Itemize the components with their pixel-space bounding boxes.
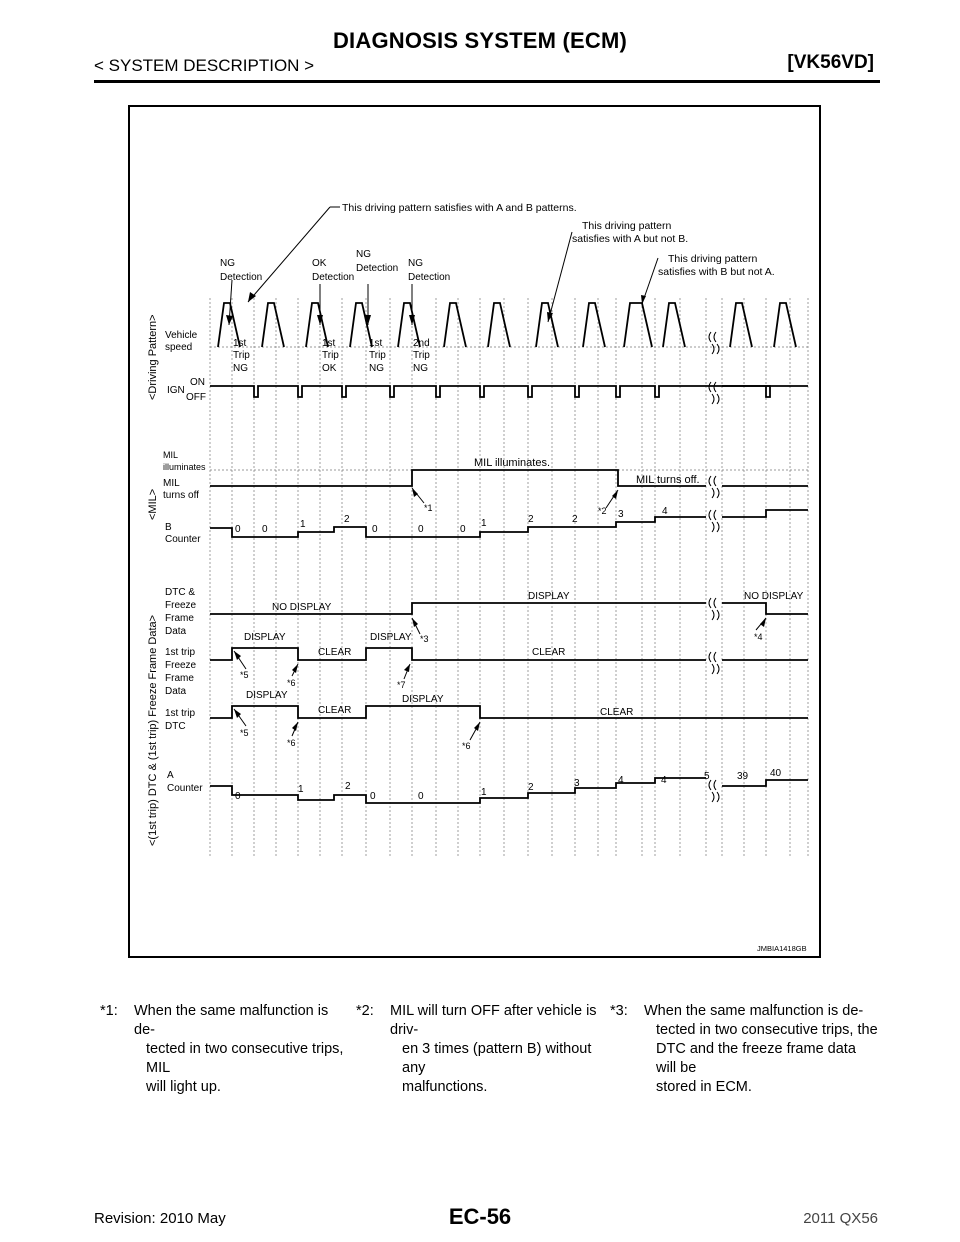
footnote-3-line-3: DTC and the freeze frame data will be [656,1041,856,1076]
trip-2a: 1st [322,338,336,349]
b-count-9: 2 [572,514,578,525]
a-count-11: 39 [737,771,749,782]
break-mark-6 [709,780,716,790]
trip-4c: NG [413,363,428,374]
row-dtc-ffd-2: Freeze [165,600,197,611]
speed-pulse-5 [444,303,466,347]
footnote-2-line-1: MIL will turn OFF after vehicle is driv- [390,1003,597,1038]
b-count-2: 1 [300,519,306,530]
state-mil-off: MIL turns off. [636,474,700,486]
state-clear-1: CLEAR [318,647,352,658]
b-count-1: 0 [262,524,268,535]
speed-pulse-12 [774,303,796,347]
break-mark-low-4 [712,610,719,620]
trip-4a: 2nd [413,338,430,349]
trip-3a: 1st [369,338,383,349]
row-dtc-ffd-4: Data [165,626,187,637]
row-ffd-4: Data [165,686,187,697]
group-mil: <MIL> [147,488,159,520]
a-count-7: 3 [574,778,580,789]
break-mark-3 [709,510,716,520]
note-5b: *5 [240,728,249,738]
detection-4b: Detection [408,272,451,283]
detection-1a: NG [220,258,235,269]
callout-b-not-a-2: satisfies with B but not A. [658,266,775,278]
row-dtc-ffd-3: Frame [165,613,194,624]
break-mark-4 [709,598,716,608]
row-mil-illum-1: MIL [163,450,179,460]
row-ffd-3: Frame [165,673,194,684]
detection-2a: OK [312,258,327,269]
state-display-4: DISPLAY [246,690,288,701]
note-6a: *6 [287,678,296,688]
gridlines [210,298,808,856]
break-mark-5 [709,652,716,662]
footnote-2-line-2: en 3 times (pattern B) without any [402,1041,592,1076]
state-clear-3: CLEAR [318,705,352,716]
row-b-counter-2: Counter [165,534,201,545]
revision-label: Revision: 2010 May [94,1210,226,1227]
break-mark-0 [709,332,716,342]
footnote-3-key: *3: [610,1003,628,1019]
callout-a-not-b-2: satisfies with A but not B. [572,233,689,245]
trip-3b: Trip [369,350,386,361]
b-count-6: 0 [460,524,466,535]
break-mark-2 [709,476,716,486]
row-ffd-2: Freeze [165,660,197,671]
row-ffd-1: 1st trip [165,647,196,658]
a-count-6: 2 [528,782,534,793]
row-vehicle-speed-1: Vehicle [165,330,198,341]
detection-2b: Detection [312,272,355,283]
footnote-1-line-3: will light up. [146,1079,221,1095]
speed-pulse-8 [583,303,605,347]
state-display-2: DISPLAY [244,632,286,643]
note-6b: *6 [287,738,296,748]
break-mark-1 [709,382,716,392]
footnote-2-key: *2: [356,1003,374,1019]
callout-b-not-a-1: This driving pattern [668,253,758,265]
row-a-counter-2: Counter [167,783,203,794]
row-a-counter-1: A [167,770,174,781]
a-count-3: 0 [370,791,376,802]
state-no-display-1: NO DISPLAY [272,602,332,613]
page-number: EC-56 [448,1204,512,1229]
trip-2b: Trip [322,350,339,361]
a-count-4: 0 [418,791,424,802]
footnote-1-line-1: When the same malfunction is de- [134,1003,329,1038]
a-count-0: 0 [235,791,241,802]
detection-4a: NG [408,258,423,269]
row-ign: IGN [167,385,185,396]
callout-a-not-b-1: This driving pattern [582,220,672,232]
b-count-3: 2 [344,514,350,525]
b-count-0: 0 [235,524,241,535]
break-mark-low-3 [712,522,719,532]
footnote-1-line-2: tected in two consecutive trips, MIL [146,1041,344,1076]
state-display-1: DISPLAY [528,591,570,602]
footnote-3-line-4: stored in ECM. [656,1079,752,1095]
trip-3c: NG [369,363,384,374]
engine-code: [VK56VD] [787,52,874,73]
trip-2c: OK [322,363,337,374]
a-count-12: 40 [770,768,782,779]
trip-1a: 1st [233,338,247,349]
a-count-5: 1 [481,787,487,798]
note-3: *3 [420,634,429,644]
break-mark-low-0 [712,344,719,354]
footnote-3-line-1: When the same malfunction is de- [644,1003,864,1019]
model-label: 2011 QX56 [803,1210,878,1227]
state-display-3: DISPLAY [370,632,412,643]
a-count-10: 5 [704,771,710,782]
row-off: OFF [186,392,206,403]
ign-line [210,386,770,397]
speed-pulse-1 [262,303,284,347]
state-clear-2: CLEAR [532,647,566,658]
detection-1b: Detection [220,272,263,283]
speed-pulse-10 [663,303,685,347]
row-mil-off-2: turns off [163,490,199,501]
footnote-1-key: *1: [100,1003,118,1019]
row-dtc-2: DTC [165,721,186,732]
b-count-8: 2 [528,514,534,525]
b-count-10: 3 [618,509,624,520]
b-count-11: 4 [662,506,668,517]
trip-4b: Trip [413,350,430,361]
speed-pulse-11 [730,303,752,347]
note-1: *1 [424,503,433,513]
b-count-7: 1 [481,518,487,529]
b-count-5: 0 [418,524,424,535]
trip-1c: NG [233,363,248,374]
break-mark-low-6 [712,792,719,802]
vehicle-speed-trace [218,303,796,347]
first-trip-ffd-trace [210,648,808,660]
state-clear-4: CLEAR [600,707,634,718]
a-count-2: 2 [345,781,351,792]
a-count-8: 4 [618,775,624,786]
break-mark-low-1 [712,394,719,404]
note-7: *7 [397,680,406,690]
image-code: JMBIA1418GB [757,944,807,953]
note-5a: *5 [240,670,249,680]
detection-3b: Detection [356,263,399,274]
break-mark-low-2 [712,488,719,498]
page-title: DIAGNOSIS SYSTEM (ECM) [332,28,628,53]
state-mil-on: MIL illuminates. [474,457,551,469]
row-vehicle-speed-2: speed [165,342,193,353]
detection-3a: NG [356,249,371,260]
a-count-9: 4 [661,775,667,786]
note-6c: *6 [462,741,471,751]
break-marks [709,332,719,802]
group-driving: <Driving Pattern> [147,314,159,400]
row-b-counter-1: B [165,522,172,533]
note-2: *2 [598,506,607,516]
speed-pulse-6 [488,303,510,347]
state-display-5: DISPLAY [402,694,444,705]
break-mark-low-5 [712,664,719,674]
callout-ab: This driving pattern satisfies with A and B patterns. [342,202,577,214]
callout-arrowheads [226,292,766,731]
trip-1b: Trip [233,350,250,361]
row-mil-off-1: MIL [163,478,180,489]
b-count-4: 0 [372,524,378,535]
state-no-display-2: NO DISPLAY [744,591,804,602]
note-4: *4 [754,632,763,642]
mil-trace [210,470,808,486]
row-mil-illum-2: illuminates [163,462,206,472]
section-label: < SYSTEM DESCRIPTION > [94,56,315,75]
row-on: ON [190,377,205,388]
first-trip-dtc-trace [210,706,808,718]
row-dtc-ffd-1: DTC & [165,587,195,598]
footnote-2-line-3: malfunctions. [402,1079,488,1095]
group-dtc: <(1st trip) DTC & (1st trip) Freeze Frame Data> [147,614,159,846]
footnote-3-line-2: tected in two consecutive trips, the [656,1022,878,1038]
a-count-1: 1 [298,784,304,795]
speed-pulse-7 [536,303,558,347]
speed-pulse-9 [624,303,652,347]
row-dtc-1: 1st trip [165,708,196,719]
